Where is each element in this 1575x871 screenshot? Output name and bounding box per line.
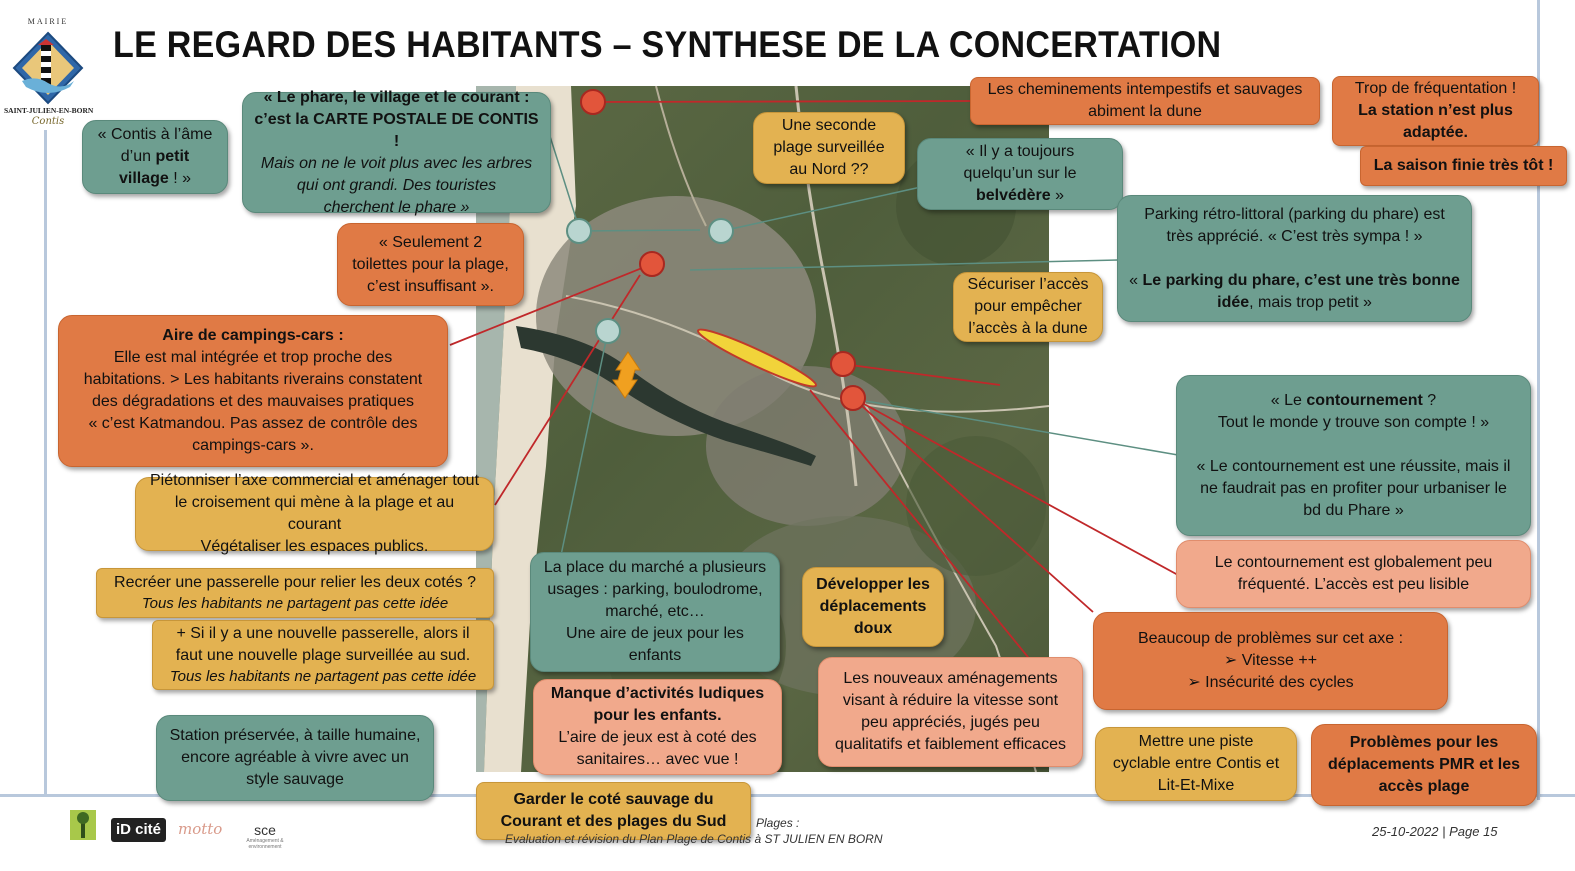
lighthouse-icon bbox=[12, 31, 84, 105]
quote-contournement: « Le contournement ? Tout le monde y trouve son compte ! » « Le contournement est une réussite, mais il ne faudrait pas en profiter pour urbaniser le bd du Phare » bbox=[1176, 375, 1531, 536]
note-deplacements-doux: Développer les déplacements doux bbox=[802, 567, 944, 647]
logo-town-text: SAINT-JULIEN-EN-BORN bbox=[4, 106, 94, 115]
note-place-marche: La place du marché a plusieurs usages : parking, boulodrome, marché, etc… Une aire de jeux pour les enfants bbox=[530, 552, 780, 672]
sce-logo-subtext: Aménagement & environnement bbox=[246, 838, 284, 850]
note-seconde-plage: Une seconde plage surveillée au Nord ?? bbox=[753, 112, 905, 184]
note-problemes-axe: Beaucoup de problèmes sur cet axe : ➢ Vitesse ++ ➢ Insécurité des cycles bbox=[1093, 612, 1448, 710]
quote-phare-carte-postale: « Le phare, le village et le courant : c’est la CARTE POSTALE DE CONTIS ! Mais on ne le voit plus avec les arbres qui ont grandi. Des touristes cherchent le phare » bbox=[242, 92, 551, 213]
logo-mairie-text: MAIRIE bbox=[27, 17, 69, 26]
note-nouveaux-amenagements: Les nouveaux aménagements visant à réduire la vitesse sont peu appréciés, jugés peu qualitatifs et faiblement efficaces bbox=[818, 657, 1083, 767]
footer-subtitle-line2: Evaluation et révision du Plan Plage de Contis à ST JULIEN EN BORN bbox=[505, 832, 883, 846]
note-activites-ludiques: Manque d’activités ludiques pour les enfants. L’aire de jeux est à coté des sanitaires… avec vue ! bbox=[533, 679, 782, 775]
page-title: LE REGARD DES HABITANTS – SYNTHESE DE LA CONCERTATION bbox=[113, 24, 1222, 65]
note-cheminements: Les cheminements intempestifs et sauvages abiment la dune bbox=[970, 77, 1320, 125]
note-passerelle: Recréer une passerelle pour relier les deux cotés ? Tous les habitants ne partagent pas cette idée bbox=[96, 568, 494, 618]
note-saison: La saison finie très tôt ! bbox=[1360, 146, 1567, 186]
note-problemes-pmr: Problèmes pour les déplacements PMR et les accès plage bbox=[1311, 724, 1537, 806]
note-nouvelle-passerelle: + Si il y a une nouvelle passerelle, alors il faut une nouvelle plage surveillée au sud. Tous les habitants ne partagent pas cette idée bbox=[152, 620, 494, 690]
footer-tree-logo bbox=[70, 810, 96, 846]
note-aire-campings-cars: Aire de campings-cars : Elle est mal intégrée et trop proche des habitations. > Les habitants riverains constatent des dégradations et des mauvaises pratiques « c’est Katmandou. Pas assez de contrôle des campings-cars ». bbox=[58, 315, 448, 467]
footer-idcite-logo: iD cité bbox=[111, 818, 166, 842]
footer-motto-logo: motto bbox=[178, 820, 223, 838]
frame-left-line bbox=[44, 130, 47, 795]
note-piste-cyclable: Mettre une piste cyclable entre Contis et Lit-Et-Mixe bbox=[1095, 727, 1297, 801]
quote-contis-ame: « Contis à l’âme d’un petit village ! » bbox=[82, 120, 228, 194]
logo-script-text: Contis bbox=[31, 116, 65, 127]
note-garder-cote-sauvage: Garder le coté sauvage du Courant et des plages du Sud bbox=[476, 782, 751, 840]
quote-station-preservee: Station préservée, à taille humaine, encore agréable à vivre avec un style sauvage bbox=[156, 715, 434, 801]
mairie-logo bbox=[4, 14, 94, 132]
sce-logo-text: sce bbox=[254, 822, 276, 838]
quote-belvedere: « Il y a toujours quelqu’un sur le belvédère » bbox=[917, 138, 1123, 210]
note-pietonniser: Piétonniser l’axe commercial et aménager tout le croisement qui mène à la plage et au courant Végétaliser les espaces publics. bbox=[135, 477, 494, 551]
quote-toilettes: « Seulement 2 toilettes pour la plage, c’est insuffisant ». bbox=[337, 223, 524, 306]
footer-subtitle-line1: Plages : bbox=[756, 816, 800, 830]
footer-date-page: 25-10-2022 | Page 15 bbox=[1372, 824, 1498, 839]
tree-icon bbox=[70, 810, 96, 846]
note-contournement-peu-frequente: Le contournement est globalement peu fréquenté. L’accès est peu lisible bbox=[1176, 540, 1531, 608]
note-frequentation: Trop de fréquentation ! La station n’est plus adaptée. bbox=[1332, 76, 1539, 146]
note-securiser-acces: Sécuriser l’accès pour empêcher l’accès à la dune bbox=[953, 272, 1103, 342]
footer-sce-logo bbox=[240, 814, 290, 848]
quote-parking-phare: Parking rétro-littoral (parking du phare) est très apprécié. « C’est très sympa ! » « Le parking du phare, c’est une très bonne idée, mais trop petit » bbox=[1117, 195, 1472, 322]
